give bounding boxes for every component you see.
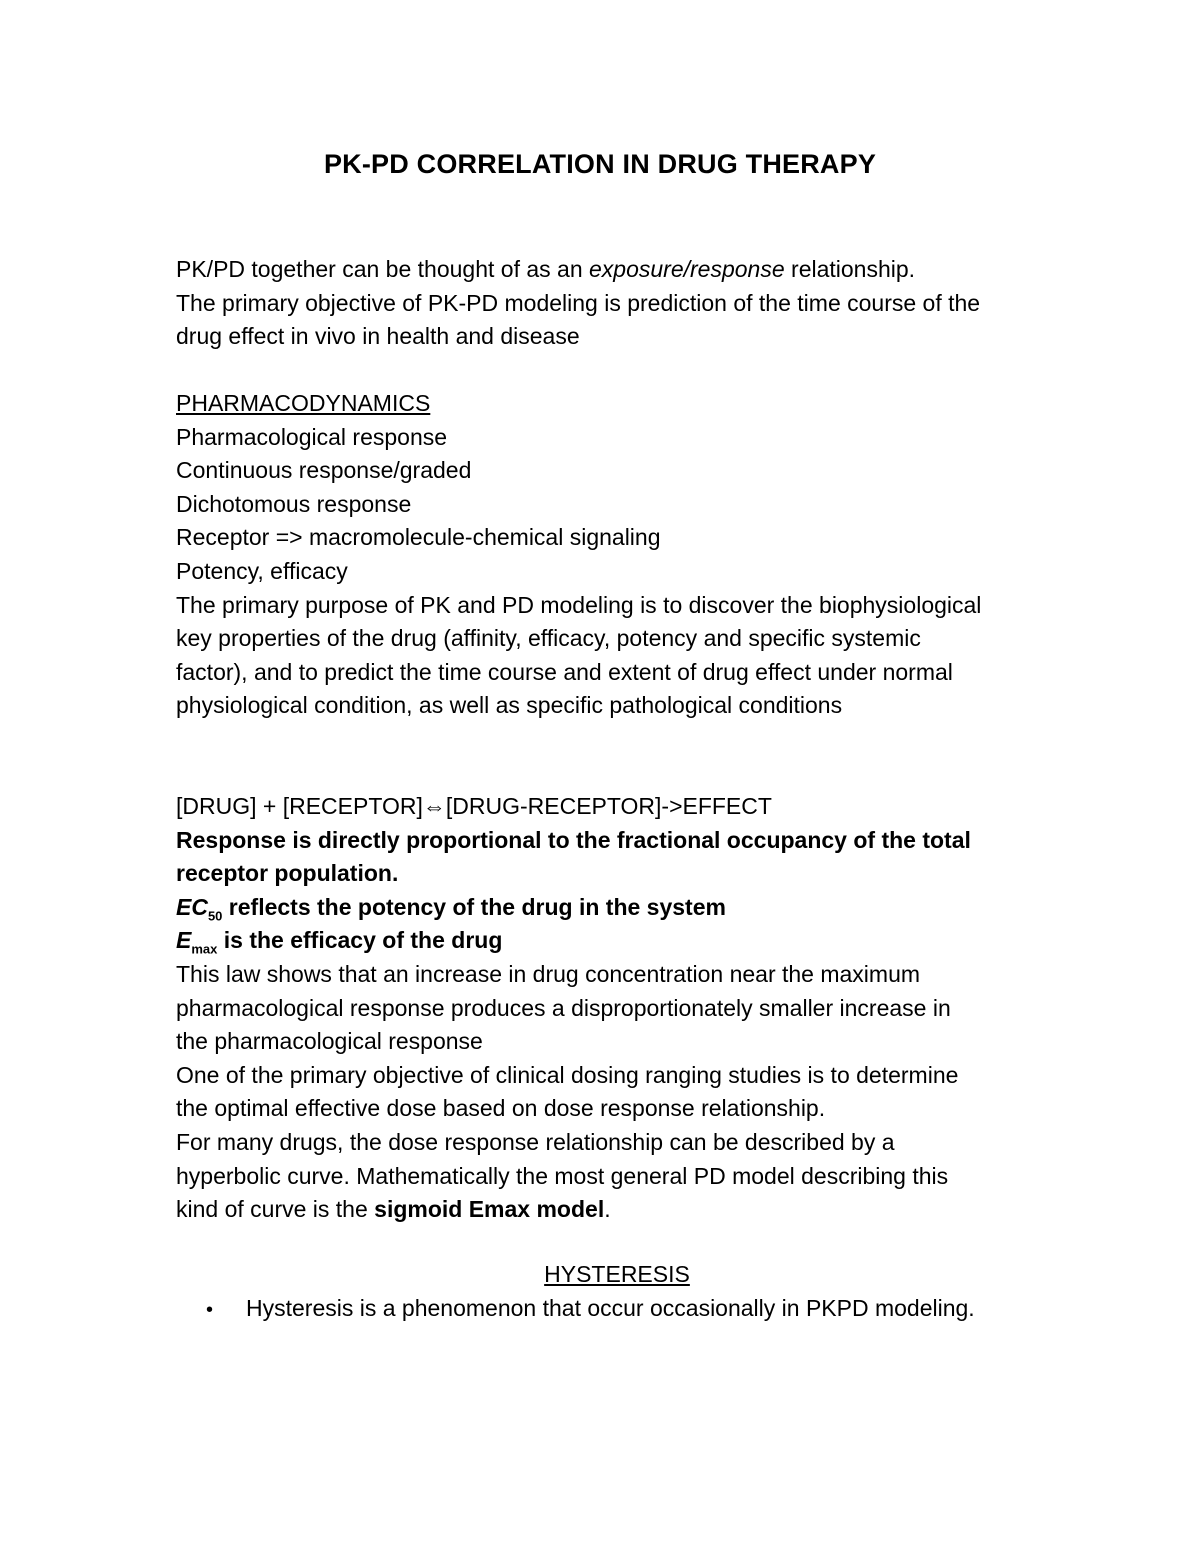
pd-item: Pharmacological response: [176, 423, 448, 450]
pharmacodynamics-section: [176, 387, 1076, 723]
law-line: the pharmacological response: [176, 1028, 483, 1055]
sigmoid-emax-line: kind of curve is the sigmoid Emax model.: [176, 1196, 611, 1223]
response-statement-line-2: receptor population.: [176, 860, 399, 887]
law-line: the optimal effective dose based on dose response relationship.: [176, 1095, 826, 1122]
law-line: For many drugs, the dose response relationship can be described by a: [176, 1128, 895, 1155]
receptor-equation: [DRUG] + [RECEPTOR]⇔[DRUG-RECEPTOR]->EFFECT: [176, 793, 772, 819]
pd-item: Dichotomous response: [176, 490, 412, 517]
pharmacodynamics-heading: PHARMACODYNAMICS: [176, 390, 431, 416]
purpose-line: The primary purpose of PK and PD modeling is to discover the biophysiological: [176, 591, 982, 618]
pd-item: Potency, efficacy: [176, 557, 348, 584]
intro-line-3: drug effect in vivo in health and disease: [176, 323, 580, 350]
receptor-section: [176, 790, 1076, 1227]
intro-line-2: The primary objective of PK-PD modeling is prediction of the time course of the: [176, 289, 981, 316]
intro-paragraph: [176, 253, 1076, 354]
intro-line-1: PK/PD together can be thought of as an exposure/response relationship.: [176, 256, 916, 282]
sigmoid-emax-term: sigmoid Emax model: [374, 1196, 605, 1223]
purpose-line: key properties of the drug (affinity, efficacy, potency and specific systemic: [176, 625, 921, 652]
bullet-icon: •: [206, 1299, 214, 1321]
law-line: pharmacological response produces a disproportionately smaller increase in: [176, 994, 951, 1021]
law-line: This law shows that an increase in drug concentration near the maximum: [176, 960, 921, 987]
purpose-line: factor), and to predict the time course and extent of drug effect under normal: [176, 658, 953, 685]
exposure-response-term: exposure/response: [589, 256, 785, 282]
response-statement-line-1: Response is directly proportional to the fractional occupancy of the total: [176, 826, 971, 853]
law-line: hyperbolic curve. Mathematically the most general PD model describing this: [176, 1162, 949, 1189]
law-line: One of the primary objective of clinical dosing ranging studies is to determine: [176, 1061, 959, 1088]
pd-item: Receptor => macromolecule-chemical signaling: [176, 524, 661, 551]
pd-item: Continuous response/graded: [176, 457, 472, 484]
page-title: PK-PD CORRELATION IN DRUG THERAPY: [323, 149, 877, 179]
hysteresis-list-item: [206, 1292, 975, 1328]
hysteresis-heading: HYSTERESIS: [544, 1261, 690, 1287]
emax-statement: $E_{max}$ is the efficacy of the drug: [176, 927, 503, 957]
purpose-line: physiological condition, as well as specific pathological conditions: [176, 692, 843, 719]
hysteresis-item-text: Hysteresis is a phenomenon that occur occasionally in PKPD modeling.: [246, 1295, 975, 1321]
ec50-statement: $EC_{50}$ reflects the potency of the drug in the system: [176, 893, 726, 924]
